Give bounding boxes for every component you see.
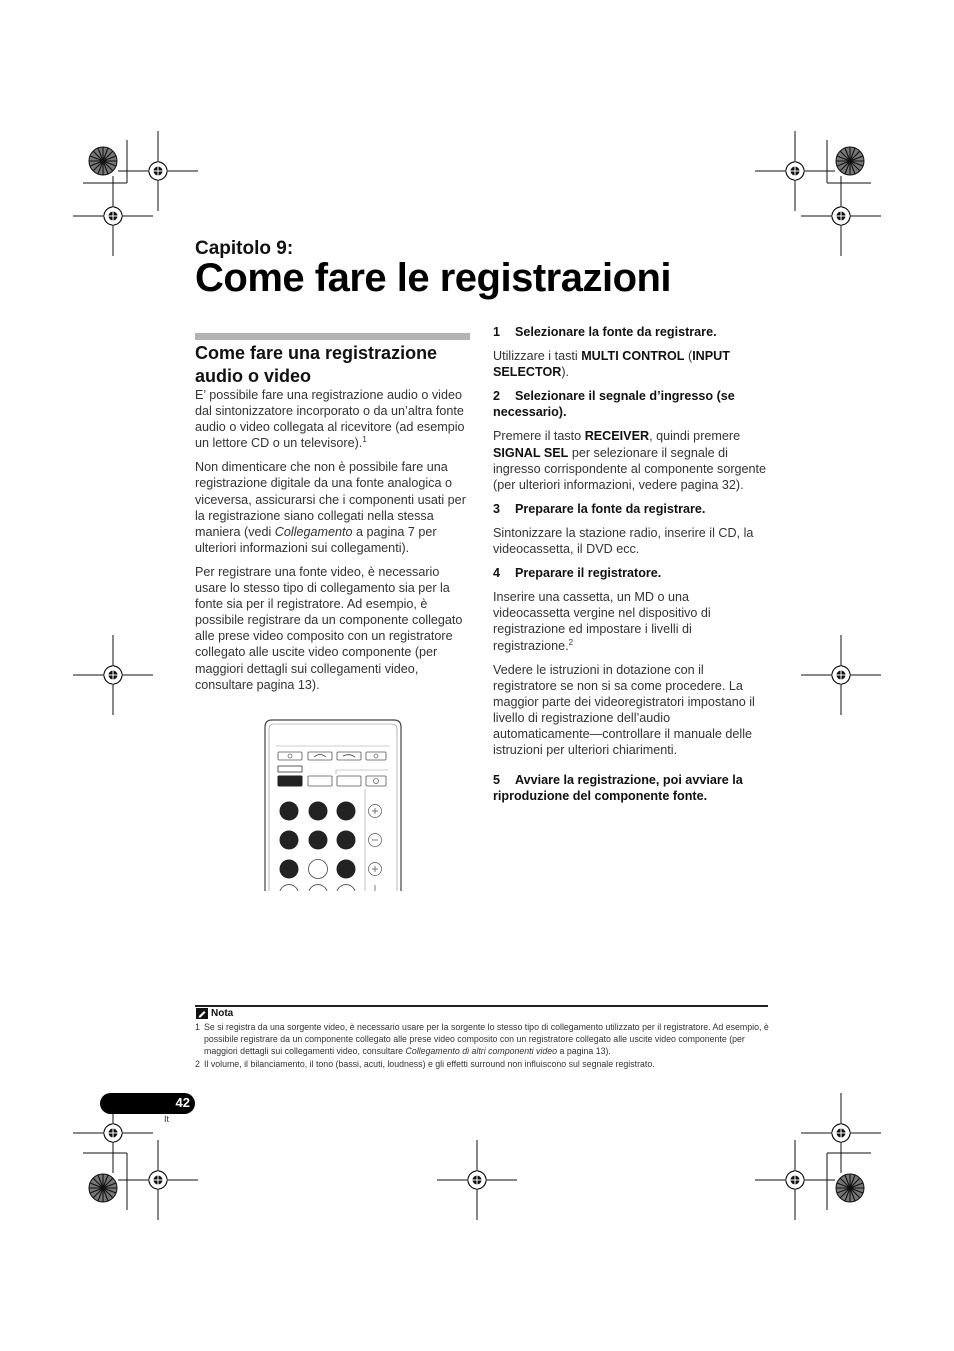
- key-input-selector: INPUT SELECTOR: [493, 349, 730, 380]
- page-title: Come fare le registrazioni: [195, 256, 672, 300]
- step-5-heading: 5 Avviare la registrazione, poi avviare la riproduzione del componente fonte.: [493, 773, 743, 804]
- section-heading: Come fare una registrazione audio o video: [195, 343, 438, 386]
- step-2-body: Premere il tasto RECEIVER, quindi premere SIGNAL SEL per selezionare il segnale di ingresso corrispondente al componente sorgente (per ulteriori informazioni, vedere pagina 32).: [493, 429, 767, 492]
- cross-reference[interactable]: Collegamento: [274, 524, 353, 539]
- video-source-paragraph: Per registrare una fonte video, è necessario usare lo stesso tipo di collegamento sia per la fonte sia per il registratore. Ad esempio, è possibile registrare da un componente collegato alle prese video composito con un registratore collegato alle uscite video componente (per maggiori dettagli sui collegamenti video, consultare pagina 13).: [195, 564, 463, 692]
- step-3-body: Sintonizzare la stazione radio, inserire il CD, la videocassetta, il DVD ecc.: [493, 525, 754, 557]
- step-2-heading: 2 Selezionare il segnale d’ingresso (se necessario).: [493, 389, 735, 420]
- step-4-body: Inserire una cassetta, un MD o una videocassetta vergine nel dispositivo di registrazione ed impostare i livelli di registrazione.$^2$: [493, 590, 711, 653]
- section-divider: [195, 333, 470, 340]
- key-receiver: RECEIVER: [584, 429, 650, 444]
- key-multi-control: MULTI CONTROL: [581, 349, 685, 364]
- footnote-ref-2[interactable]: 2: [568, 637, 574, 647]
- intro-paragraph: E’ possibile fare una registrazione audio o video dal sintonizzatore incorporato o da un’altra fonte audio o video collegata al ricevitore (ad esempio un lettore CD o un televisore).$^1$: [195, 388, 465, 451]
- notes-divider: [195, 1005, 768, 1007]
- digital-analog-paragraph: Non dimenticare che non è possibile fare una registrazione digitale da una fonte analogica o viceversa, assicurarsi che i componenti usati per la registrazione siano collegati nella stessa maniera (vedi Collegamento a pagina 7 per ulteriori informazioni sui collegamenti).: [195, 460, 466, 555]
- pencil-note-icon: [196, 1008, 208, 1019]
- step-4-heading: 4 Preparare il registratore.: [493, 566, 662, 581]
- chapter-label: Capitolo 9:: [195, 238, 294, 259]
- notes-heading: Nota: [196, 1008, 233, 1019]
- page-language: It: [164, 1114, 170, 1124]
- step-1-heading: 1 Selezionare la fonte da registrare.: [493, 325, 717, 339]
- page-number: 42: [175, 1095, 190, 1110]
- step-1-body: Utilizzare i tasti MULTI CONTROL (INPUT SELECTOR).: [493, 349, 730, 380]
- footnote-ref-1[interactable]: 1: [362, 435, 367, 445]
- footnote-2: 2 Il volume, il bilanciamento, il tono (bassi, acuti, loudness) e gli effetti surround non influiscono sul segnale registrato.: [195, 1058, 655, 1069]
- footnotes: [195, 1021, 770, 1070]
- step-3-heading: 3 Preparare la fonte da registrare.: [493, 501, 706, 516]
- key-signal-sel: SIGNAL SEL: [493, 445, 569, 460]
- footnote-1: 1 Se si registra da una sorgente video, è necessario usare per la sorgente lo stesso tipo di collegamento utilizzato per il registratore. Ad esempio, è possibile registrare da un componente collegato alle prese video composito con un registratore collegato alle uscite video componente (per maggiori dettagli sui collegamenti video, consultare Collegamento di altri componenti video a pagina 13).: [195, 1022, 769, 1057]
- remote-control-illustration: [264, 719, 402, 891]
- left-column: [195, 387, 471, 701]
- right-column: [493, 324, 769, 812]
- step-4-body-extra: Vedere le istruzioni in dotazione con il registratore se non si sa come procedere. La maggior parte dei videoregistratori impostano il livello di registrazione dell’audio automaticamente—controllare il manuale delle istruzioni per ulteriori chiarimenti.: [493, 662, 755, 758]
